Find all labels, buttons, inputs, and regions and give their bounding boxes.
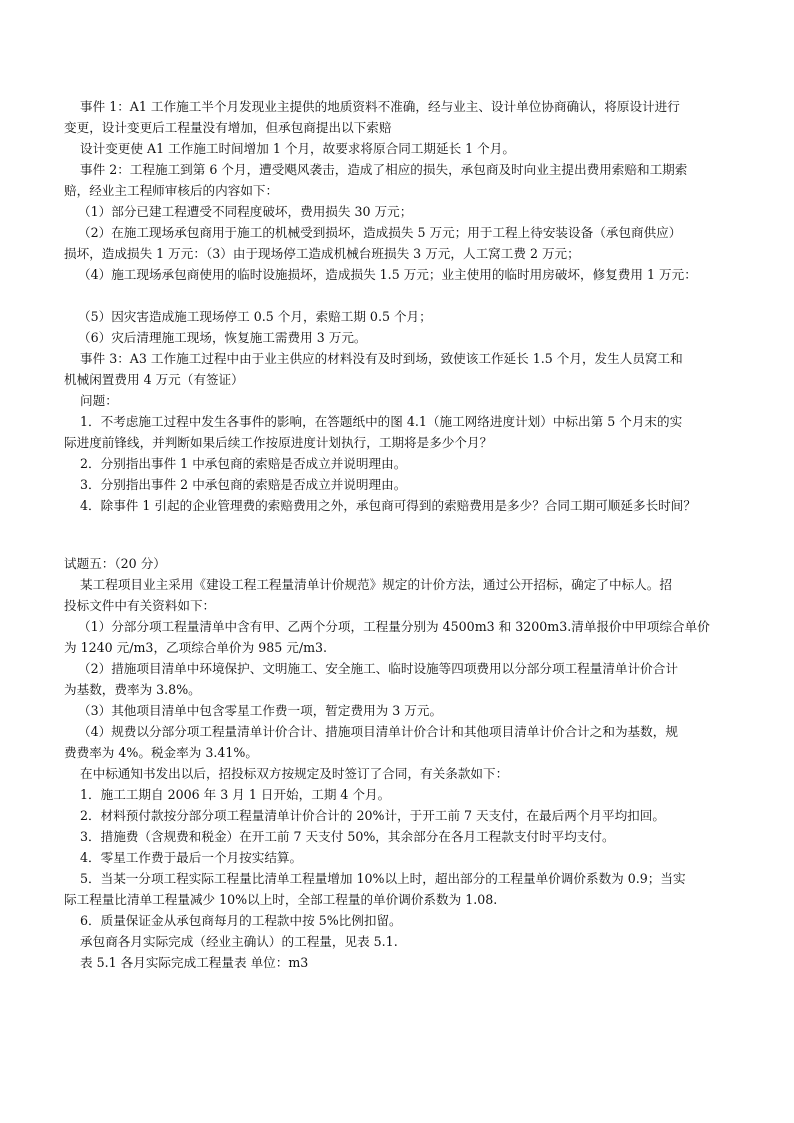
text-line: 2．材料预付款按分部分项工程量清单计价合计的 20%计，于开工前 7 天支付，在最后两个月平均扣回。 [80,808,665,823]
text-line: （6）灾后清理施工现场，恢复施工需费用 3 万元。 [78,330,367,345]
text-line: 际工程量比清单工程量减少 10%以上时，全部工程量的单价调价系数为 1.08. [64,892,498,907]
text-line: 事件 3：A3 工作施工过程中由于业主供应的材料没有及时到场，致使该工作延长 1.5 个月，发生人员窝工和 [80,351,683,366]
text-line: 际进度前锋线，并判断如果后续工作按原进度计划执行，工期将是多少个月？ [64,435,493,450]
text-line: （4）施工现场承包商使用的临时设施损坏，造成损失 1.5 万元；业主使用的临时用房破坏，修复费用 1 万元： [78,267,697,282]
text-line: 事件 2：工程施工到第 6 个月，遭受飓风袭击，造成了相应的损失，承包商及时向业主提出费用索赔和工期索 [80,162,688,177]
text-line: 5．当某一分项工程实际工程量比清单工程量增加 10%以上时，超出部分的工程量单价调价系数为 0.9；当实 [80,871,686,886]
text-line: （2）措施项目清单中环境保护、文明施工、安全施工、临时设施等四项费用以分部分项工程量清单计价合计 [78,661,678,676]
text-line: 设计变更使 A1 工作施工时间增加 1 个月，故要求将原合同工期延长 1 个月。 [80,141,515,156]
text-line: （2）在施工现场承包商用于施工的机械受到损坏，造成损失 5 万元；用于工程上待安装设备（承包商供应） [78,225,682,240]
text-line: 1．不考虑施工过程中发生各事件的影响，在答题纸中的图 4.1（施工网络进度计划）中标出第 5 个月末的实 [80,414,683,429]
text-line: 事件 1：A1 工作施工半个月发现业主提供的地质资料不准确，经与业主、设计单位协商确认，将原设计进行 [80,99,680,114]
text-line: 问题： [80,393,118,408]
text-line: 费费率为 4%。税金率为 3.41%。 [64,745,258,760]
text-line: 承包商各月实际完成（经业主确认）的工程量，见表 5.1. [80,934,398,949]
text-line: 损坏，造成损失 1 万元：（3）由于现场停工造成机械台班损失 3 万元，人工窝工费 2 万元； [64,246,580,261]
text-line: 1．施工工期自 2006 年 3 月 1 日开始，工期 4 个月。 [80,787,391,802]
table-caption: 表 5.1 各月实际完成工程量表 单位：m3 [80,955,309,970]
text-line: 3．分别指出事件 2 中承包商的索赔是否成立并说明理由。 [80,477,407,492]
text-line: （1）部分已建工程遭受不同程度破坏，费用损失 30 万元； [78,204,413,219]
text-line: （1）分部分项工程量清单中含有甲、乙两个分项，工程量分别为 4500m3 和 3200m3.清单报价中甲项综合单价 [78,619,710,634]
text-line: 4．除事件 1 引起的企业管理费的索赔费用之外，承包商可得到的索赔费用是多少？合同工期可顺延多长时间？ [80,498,696,513]
text-line: （3）其他项目清单中包含零星工作费一项，暂定费用为 3 万元。 [78,703,443,718]
text-line: 机械闲置费用 4 万元（有签证） [64,372,244,387]
text-line: 赔，经业主工程师审核后的内容如下： [64,183,279,198]
text-line: （4）规费以分部分项工程量清单计价合计、措施项目清单计价合计和其他项目清单计价合计之和为基数，规 [78,724,678,739]
text-line: 6．质量保证金从承包商每月的工程款中按 5%比例扣留。 [80,913,402,928]
text-line: 某工程项目业主采用《建设工程工程量清单计价规范》规定的计价方法，通过公开招标，确定了中标人。招 [80,577,672,592]
text-line: 为基数，费率为 3.8%。 [64,682,201,697]
text-line: 在中标通知书发出以后，招投标双方按规定及时签订了合同，有关条款如下： [80,766,509,781]
text-line: 为 1240 元/m3，乙项综合单价为 985 元/m3. [64,640,328,655]
text-line: 投标文件中有关资料如下： [64,598,216,613]
text-line: 2．分别指出事件 1 中承包商的索赔是否成立并说明理由。 [80,456,407,471]
text-line: 4．零星工作费于最后一个月按实结算。 [80,850,303,865]
text-line: 变更，设计变更后工程量没有增加，但承包商提出以下索赔 [64,120,392,135]
section-heading: 试题五：（20 分） [64,556,166,571]
text-line: 3．措施费（含规费和税金）在开工前 7 天支付 50%，其余部分在各月工程款支付时平均支付。 [80,829,615,844]
text-line: （5）因灾害造成施工现场停工 0.5 个月，索赔工期 0.5 个月； [78,309,432,324]
